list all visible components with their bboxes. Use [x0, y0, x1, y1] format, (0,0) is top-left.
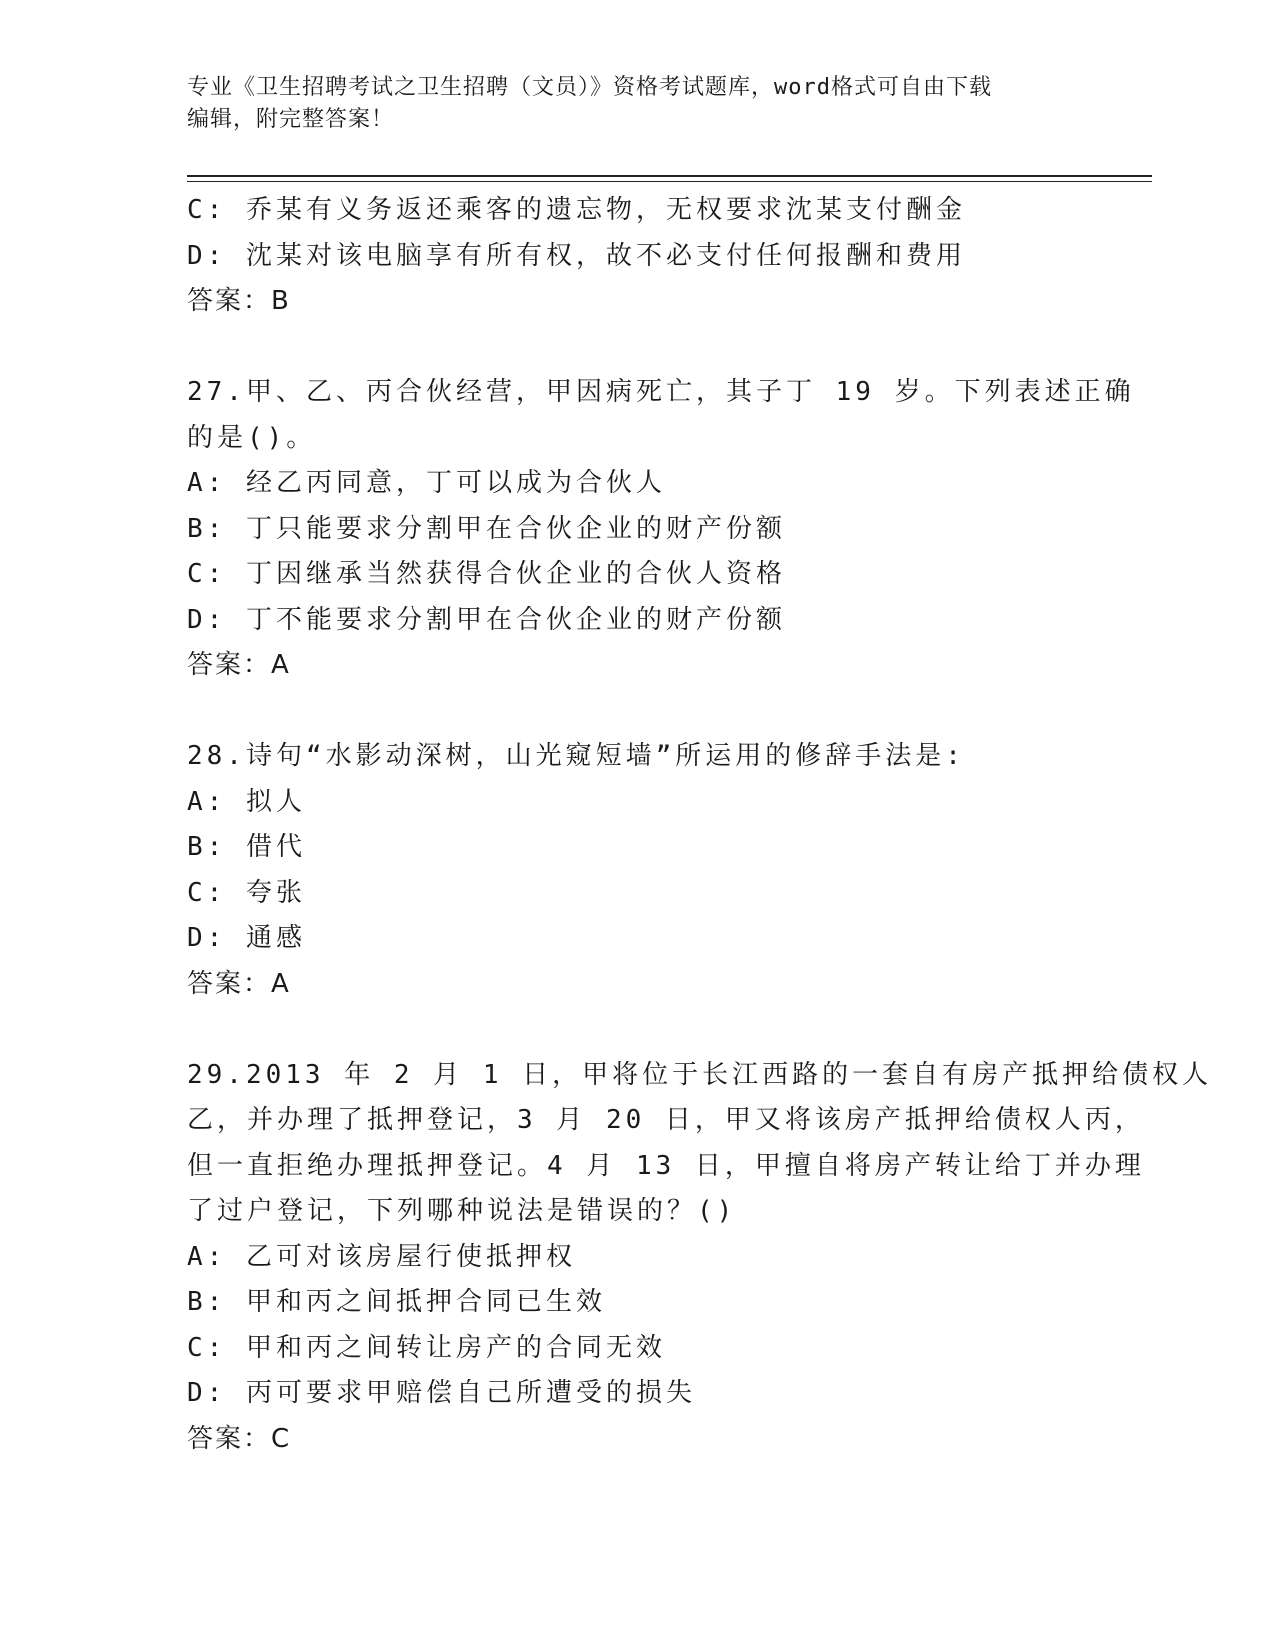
question-block-26 — [187, 188, 1107, 325]
header-line-2: 编辑，附完整答案！ — [187, 107, 395, 132]
question-list — [187, 188, 1213, 1462]
option-a: A: 拟人 — [187, 786, 306, 817]
question-spacer — [187, 325, 1107, 371]
option-d: D: 沈某对该电脑享有所有权，故不必支付任何报酬和费用 — [187, 240, 966, 271]
option-a: A: 经乙丙同意，丁可以成为合伙人 — [187, 468, 666, 498]
question-block-28 — [187, 734, 1107, 1007]
option-c: C: 乔某有义务返还乘客的遗忘物，无权要求沈某支付酬金 — [187, 195, 966, 225]
question-stem: 的是()。 — [187, 422, 317, 453]
answer-line: 答案：A — [187, 650, 291, 680]
question-spacer — [187, 1007, 1107, 1053]
header-divider-thick — [187, 175, 1152, 177]
header-divider-thin — [187, 181, 1152, 182]
question-spacer — [187, 689, 1107, 735]
question-stem: 了过户登记，下列哪种说法是错误的？() — [187, 1196, 737, 1226]
option-c: C: 夸张 — [187, 877, 306, 908]
question-stem: 28.诗句“水影动深树，山光窥短墙”所运用的修辞手法是: — [187, 741, 965, 771]
option-d: D: 丁不能要求分割甲在合伙企业的财产份额 — [187, 604, 786, 635]
option-b: B: 借代 — [187, 832, 306, 862]
option-c: C: 甲和丙之间转让房产的合同无效 — [187, 1332, 666, 1363]
question-stem: 27.甲、乙、丙合伙经营，甲因病死亡，其子丁 19 岁。下列表述正确 — [187, 377, 1135, 407]
option-d: D: 丙可要求甲赔偿自己所遭受的损失 — [187, 1378, 696, 1408]
option-b: B: 丁只能要求分割甲在合伙企业的财产份额 — [187, 513, 786, 544]
document-header — [187, 72, 1087, 136]
question-stem: 乙，并办理了抵押登记，3 月 20 日，甲又将该房产抵押给债权人丙， — [187, 1105, 1145, 1135]
option-c: C: 丁因继承当然获得合伙企业的合伙人资格 — [187, 559, 786, 589]
answer-line: 答案：A — [187, 968, 291, 999]
question-block-27 — [187, 370, 1135, 689]
option-d: D: 通感 — [187, 923, 306, 953]
option-b: B: 甲和丙之间抵押合同已生效 — [187, 1287, 606, 1317]
option-a: A: 乙可对该房屋行使抵押权 — [187, 1241, 576, 1272]
question-stem: 29.2013 年 2 月 1 日，甲将位于长江西路的一套自有房产抵押给债权人 — [187, 1059, 1213, 1090]
header-line-1: 专业《卫生招聘考试之卫生招聘（文员）》资格考试题库，word格式可自由下载 — [187, 75, 992, 100]
question-block-29 — [187, 1053, 1213, 1463]
answer-line: 答案：B — [187, 286, 291, 316]
question-stem: 但一直拒绝办理抵押登记。4 月 13 日，甲擅自将房产转让给丁并办理 — [187, 1150, 1145, 1181]
answer-line: 答案：C — [187, 1423, 292, 1454]
